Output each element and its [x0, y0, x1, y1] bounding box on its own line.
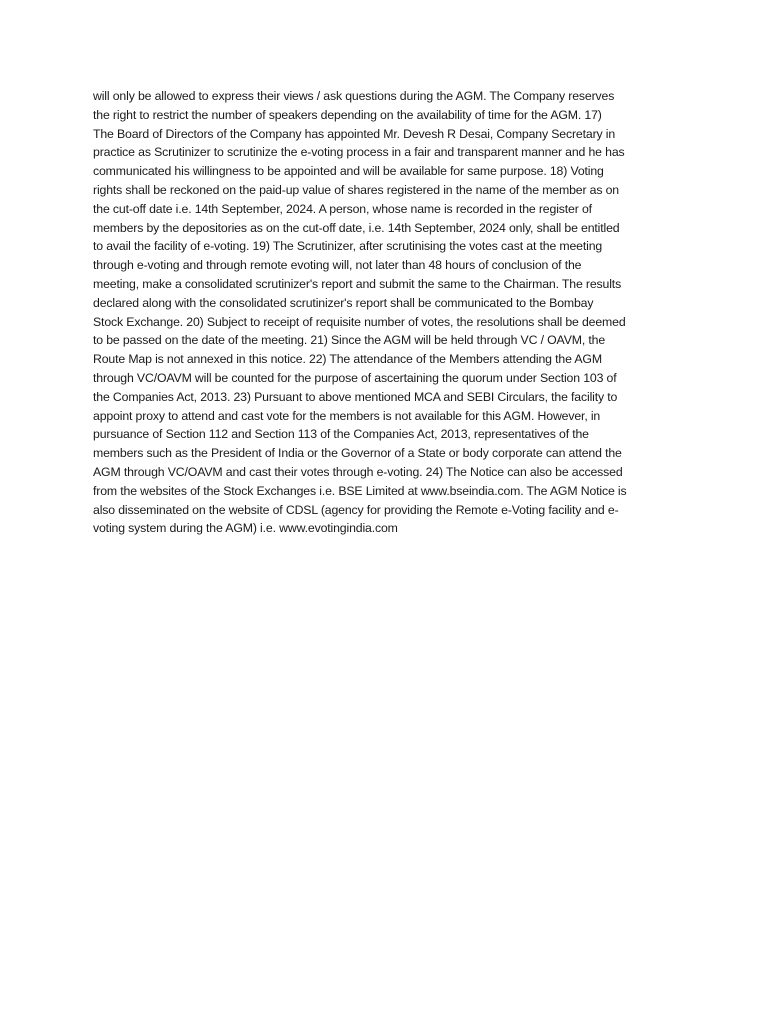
text-line: communicated his willingness to be appointed and will be available for same purpose. 18) Voting: [93, 164, 604, 179]
notice-paragraph: [93, 87, 683, 538]
text-line: to avail the facility of e-voting. 19) The Scrutinizer, after scrutinising the votes cast at the meeting: [93, 239, 603, 254]
text-line: Stock Exchange. 20) Subject to receipt of requisite number of votes, the resolutions shall be deemed: [93, 314, 626, 329]
text-line: The Board of Directors of the Company has appointed Mr. Devesh R Desai, Company Secretary in: [93, 126, 616, 141]
text-line: to be passed on the date of the meeting. 21) Since the AGM will be held through VC / OAVM, the: [93, 333, 606, 348]
text-line: will only be allowed to express their views / ask questions during the AGM. The Company reserves: [93, 89, 615, 103]
text-line: through e-voting and through remote evoting will, not later than 48 hours of conclusion of the: [93, 258, 582, 273]
text-line: members such as the President of India or the Governor of a State or body corporate can attend the: [93, 446, 622, 461]
text-line: the right to restrict the number of speakers depending on the availability of time for the AGM. 17): [93, 107, 602, 122]
text-line: the cut-off date i.e. 14th September, 2024. A person, whose name is recorded in the register of: [93, 201, 592, 216]
text-line: through VC/OAVM will be counted for the purpose of ascertaining the quorum under Section 103 of: [93, 370, 617, 385]
text-line: members by the depositories as on the cut-off date, i.e. 14th September, 2024 only, shall be entitled: [93, 220, 620, 235]
text-line: meeting, make a consolidated scrutinizer's report and submit the same to the Chairman. The results: [93, 276, 622, 291]
text-line: declared along with the consolidated scrutinizer's report shall be communicated to the Bombay: [93, 295, 594, 310]
text-line: appoint proxy to attend and cast vote for the members is not available for this AGM. However, in: [93, 408, 601, 423]
text-line: AGM through VC/OAVM and cast their votes through e-voting. 24) The Notice can also be accessed: [93, 464, 623, 479]
text-line: Route Map is not annexed in this notice. 22) The attendance of the Members attending the AGM: [93, 352, 602, 367]
text-line: from the websites of the Stock Exchanges i.e. BSE Limited at www.bseindia.com. The AGM Notice is: [93, 483, 627, 498]
text-line: practice as Scrutinizer to scrutinize the e-voting process in a fair and transparent manner and he has: [93, 145, 625, 160]
text-line: voting system during the AGM) i.e. www.evotingindia.com: [93, 521, 398, 536]
text-line: the Companies Act, 2013. 23) Pursuant to above mentioned MCA and SEBI Circulars, the facility to: [93, 389, 618, 404]
text-line: rights shall be reckoned on the paid-up value of shares registered in the name of the member as on: [93, 182, 619, 197]
text-line: also disseminated on the website of CDSL (agency for providing the Remote e-Voting facility and e-: [93, 502, 619, 517]
text-line: pursuance of Section 112 and Section 113 of the Companies Act, 2013, representatives of the: [93, 427, 589, 442]
